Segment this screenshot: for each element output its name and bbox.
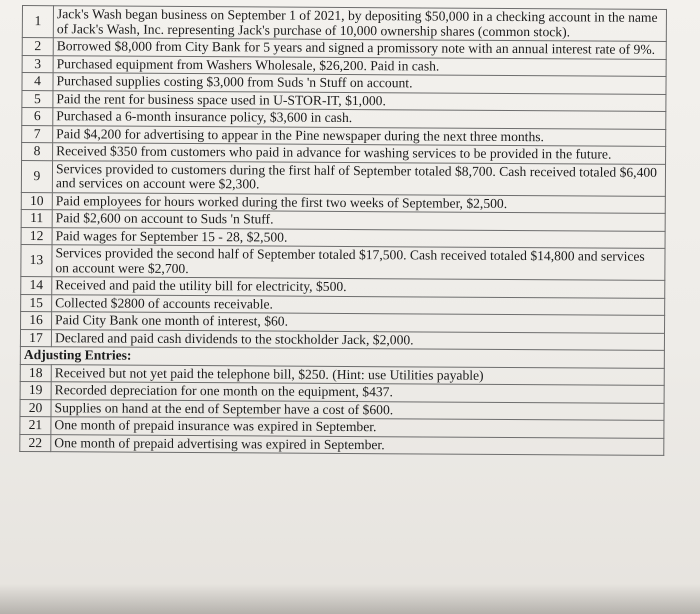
table-row bbox=[20, 434, 664, 455]
row-number: 7 bbox=[22, 125, 53, 143]
row-description: Borrowed $8,000 from City Bank for 5 years and signed a promissory note with an annual interest rate of 9%. bbox=[53, 38, 666, 59]
row-description: Purchased supplies costing $3,000 from Suds 'n Stuff on account. bbox=[53, 73, 666, 94]
table-row bbox=[22, 6, 666, 42]
row-description: Paid $4,200 for advertising to appear in the Pine newspaper during the next three months. bbox=[53, 125, 666, 146]
row-number: 3 bbox=[22, 55, 53, 73]
row-number: 12 bbox=[21, 227, 52, 245]
row-number: 8 bbox=[22, 143, 53, 161]
page-bottom-shadow bbox=[0, 584, 700, 614]
row-description: Declared and paid cash dividends to the stockholder Jack, $2,000. bbox=[51, 329, 664, 350]
row-number: 14 bbox=[21, 276, 52, 294]
transactions-table-container bbox=[19, 5, 667, 456]
row-number: 5 bbox=[22, 90, 53, 108]
row-description: Purchased equipment from Washers Wholesale, $26,200. Paid in cash. bbox=[53, 55, 666, 76]
row-number: 16 bbox=[21, 311, 52, 329]
row-description: Collected $2800 of accounts receivable. bbox=[52, 294, 665, 315]
row-description: Paid wages for September 15 - 28, $2,500. bbox=[52, 227, 665, 248]
row-description: Received and paid the utility bill for electricity, $500. bbox=[52, 277, 665, 298]
row-number: 2 bbox=[22, 38, 53, 56]
row-description: Purchased a 6-month insurance policy, $3,600 in cash. bbox=[53, 108, 666, 129]
row-description: Services provided to customers during the first half of September totaled $8,700. Cash received totaled $6,400 and services on account were $2,300. bbox=[52, 160, 665, 196]
transactions-body bbox=[20, 6, 666, 351]
row-description: Received $350 from customers who paid in advance for washing services to be provided in the future. bbox=[53, 143, 666, 164]
row-number: 11 bbox=[21, 209, 52, 227]
row-description: Paid City Bank one month of interest, $60. bbox=[52, 312, 665, 333]
row-description: Paid the rent for business space used in U-STOR-IT, $1,000. bbox=[53, 90, 666, 111]
row-number: 4 bbox=[22, 73, 53, 91]
row-description: Paid employees for hours worked during the first two weeks of September, $2,500. bbox=[52, 192, 665, 213]
row-description: Supplies on hand at the end of September have a cost of $600. bbox=[51, 399, 664, 420]
row-number: 20 bbox=[20, 399, 51, 417]
table-row bbox=[21, 244, 665, 280]
row-number: 9 bbox=[21, 160, 52, 192]
row-number: 1 bbox=[22, 6, 53, 38]
row-number: 19 bbox=[20, 381, 51, 399]
adjusting-body bbox=[20, 364, 665, 455]
row-number: 22 bbox=[20, 434, 51, 452]
adjusting-header: Adjusting Entries: bbox=[20, 346, 664, 367]
row-description: Jack's Wash began business on September 1 of 2021, by depositing $50,000 in a checking account in the name of Jack's Wash, Inc. representing Jack's purchase of 10,000 ownership shares (common stock). bbox=[53, 6, 666, 42]
row-number: 10 bbox=[21, 192, 52, 210]
row-description: Received but not yet paid the telephone bill, $250. (Hint: use Utilities payable) bbox=[51, 364, 664, 385]
row-number: 17 bbox=[20, 329, 51, 347]
row-number: 18 bbox=[20, 364, 51, 382]
row-number: 13 bbox=[21, 244, 52, 276]
row-number: 6 bbox=[22, 108, 53, 126]
row-description: Paid $2,600 on account to Suds 'n Stuff. bbox=[52, 210, 665, 231]
row-description: One month of prepaid insurance was expired in September. bbox=[51, 417, 664, 438]
row-number: 15 bbox=[21, 294, 52, 312]
row-description: Recorded depreciation for one month on the equipment, $437. bbox=[51, 382, 664, 403]
row-number: 21 bbox=[20, 416, 51, 434]
table-row bbox=[21, 160, 665, 196]
row-description: Services provided the second half of September totaled $17,500. Cash received totaled $14,800 and services on account were $2,700. bbox=[52, 245, 665, 281]
row-description: One month of prepaid advertising was expired in September. bbox=[51, 434, 664, 455]
transactions-table bbox=[19, 5, 667, 456]
